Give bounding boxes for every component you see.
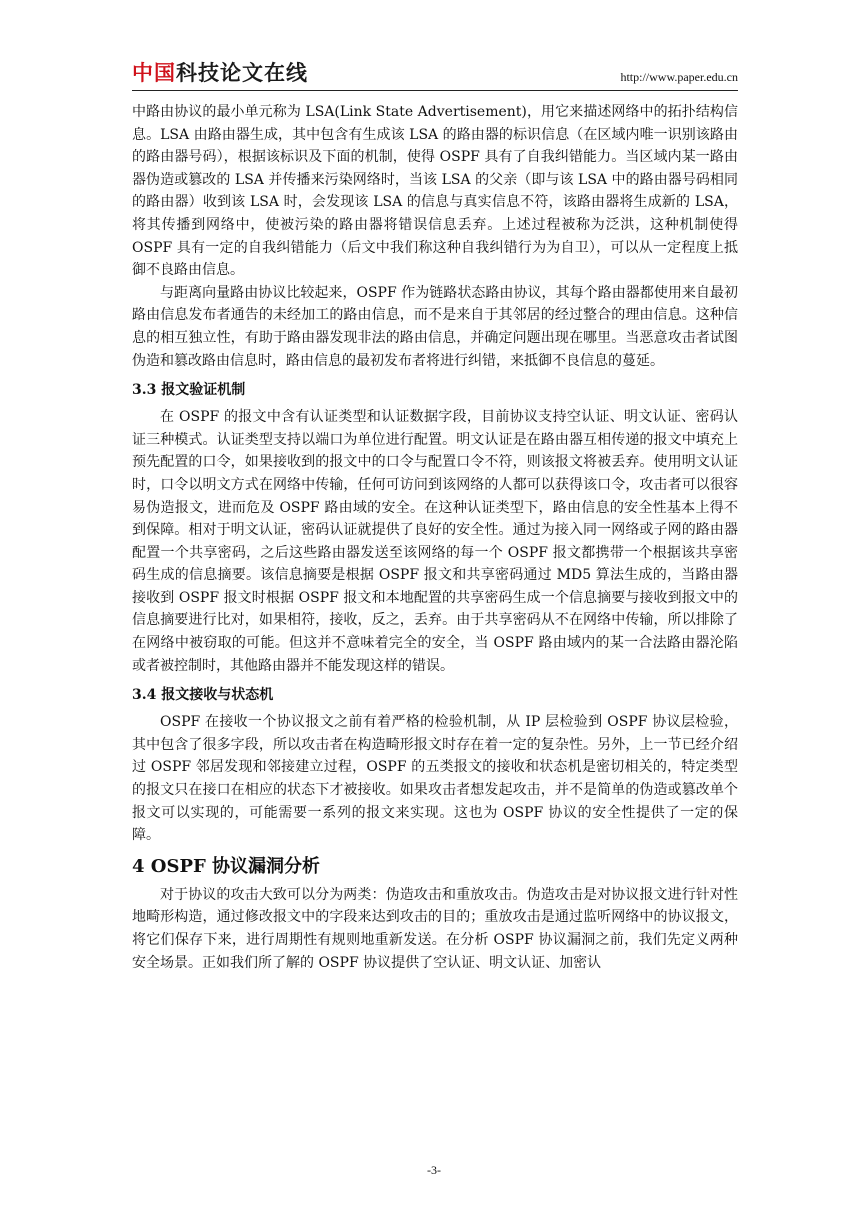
paragraph-attack-types: 对于协议的攻击大致可以分为两类：伪造攻击和重放攻击。伪造攻击是对协议报文进行针对性地畸形构造，通过修改报文中的字段来达到攻击的目的；重放攻击是通过监听网络中的协议报文，将它们保存下来，进行周期性有规则地重新发送。在分析 OSPF 协议漏洞之前，我们先定义两种安全场景。正如我们所了解的 OSPF 协议提供了空认证、明文认证、加密认 [132, 886, 738, 971]
section-heading-3-4: 3.4 报文接收与状态机 [132, 687, 274, 704]
header-rule [132, 90, 738, 91]
section-heading-3-3: 3.3 报文验证机制 [132, 382, 246, 399]
site-logo [132, 60, 308, 86]
page-content [132, 101, 738, 974]
page-header [132, 60, 738, 88]
header-url[interactable]: http://www.paper.edu.cn [620, 70, 738, 84]
paragraph-distance-vector: 与距离向量路由协议比较起来，OSPF 作为链路状态路由协议，其每个路由器都使用来自最初路由信息发布者通告的未经加工的路由信息，而不是来自于其邻居的经过整合的理由信息。这种信息的相互独立性，有助于路由器发现非法的路由信息，并确定问题出现在哪里。当恶意攻击者试图伪造和篡改路由信息时，路由信息的最初发布者将进行纠错，来抵御不良信息的蔓延。 [132, 284, 738, 369]
logo-text-red: 中国 [132, 61, 176, 85]
section-heading-4: 4 OSPF 协议漏洞分析 [132, 855, 321, 877]
paragraph-lsa: 中路由协议的最小单元称为 LSA(Link State Advertisement)，用它来描述网络中的拓扑结构信息。LSA 由路由器生成，其中包含有生成该 LSA 的路由器的标识信息（在区域内唯一识别该路由的路由器号码），根据该标识及下面的机制，使得 OSPF 具有了自我纠错能力。当区域内某一路由器伪造或篡改的 LSA 并传播来污染网络时，当该 LSA 的父亲（即与该 LSA 中的路由器号码相同的路由器）收到该 LSA 时，会发现该 LSA 的信息与真实信息不符，该路由器将生成新的 LSA，将其传播到网络中，使被污染的路由器将错误信息丢弃。上述过程被称为泛洪，这种机制使得 OSPF 具有一定的自我纠错能力（后文中我们称这种自我纠错行为为自卫），可以从一定程度上抵御不良路由信息。 [132, 104, 738, 279]
logo-text-dark: 科技论文在线 [176, 61, 308, 85]
page-number: -3- [427, 1163, 441, 1177]
paragraph-authentication: 在 OSPF 的报文中含有认证类型和认证数据字段，目前协议支持空认证、明文认证、密码认证三种模式。认证类型支持以端口为单位进行配置。明文认证是在路由器互相传递的报文中填充上预先配置的口令，如果接收到的报文中的口令与配置口令不符，则该报文将被丢弃。使用明文认证时，口令以明文方式在网络中传输，任何可访问到该网络的人都可以获得该口令，攻击者可以很容易伪造报文，进而危及 OSPF 路由域的安全。在这种认证类型下，路由信息的安全性基本上得不到保障。相对于明文认证，密码认证就提供了良好的安全性。通过为接入同一网络或子网的路由器配置一个共享密码，之后这些路由器发送至该网络的每一个 OSPF 报文都携带一个根据该共享密码生成的信息摘要。该信息摘要是根据 OSPF 报文和共享密码通过 MD5 算法生成的，当路由器接收到 OSPF 报文时根据 OSPF 报文和本地配置的共享密码生成一个信息摘要与接收到报文中的信息摘要进行比对，如果相符，接收，反之，丢弃。由于共享密码从不在网络中传输，所以排除了在网络中被窃取的可能。但这并不意味着完全的安全，当 OSPF 路由域内的某一合法路由器沦陷或者被控制时，其他路由器并不能发现这样的错误。 [132, 409, 738, 674]
paragraph-state-machine: OSPF 在接收一个协议报文之前有着严格的检验机制，从 IP 层检验到 OSPF 协议层检验，其中包含了很多字段，所以攻击者在构造畸形报文时存在着一定的复杂性。另外，上一节已经介绍过 OSPF 邻居发现和邻接建立过程，OSPF 的五类报文的接收和状态机是密切相关的，特定类型的报文只在接口在相应的状态下才被接收。如果攻击者想发起攻击，并不是简单的伪造或篡改单个报文可以实现的，可能需要一系列的报文来实现。这也为 OSPF 协议的安全性提供了一定的保障。 [132, 714, 738, 844]
